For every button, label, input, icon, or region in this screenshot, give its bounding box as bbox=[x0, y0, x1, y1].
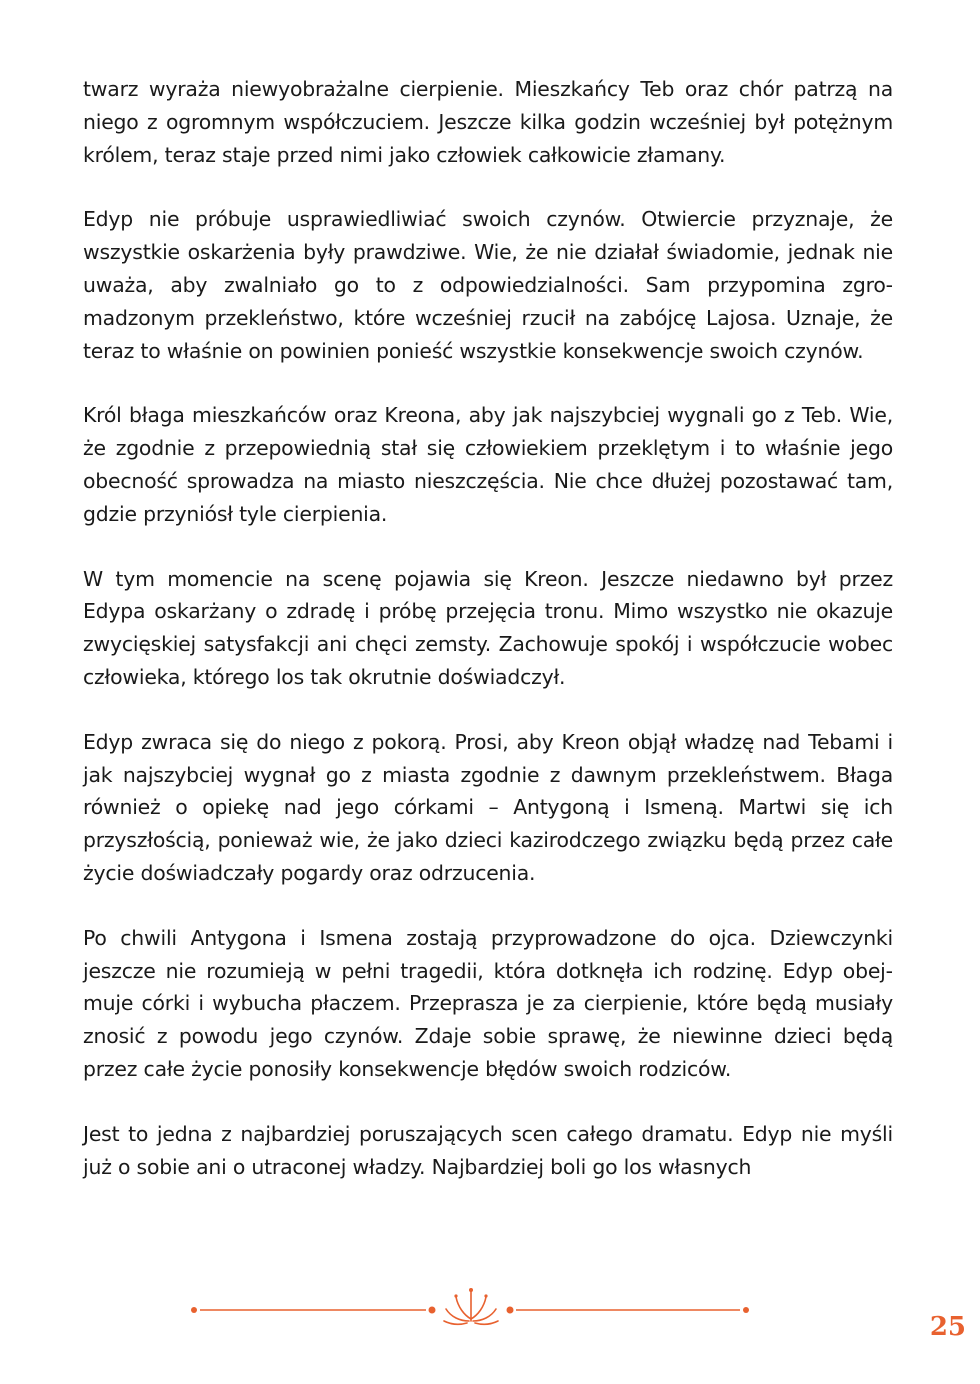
paragraph-1: twarz wyraża niewyobrażalne cierpienie. Mieszkańcy Teb oraz chór patrzą na niego z ogromnym współczuciem. Jeszcze kilka godzin wcześniej był potężnym królem, teraz staje przed nimi jako człowiek całkowicie złamany. bbox=[83, 77, 893, 167]
paragraph-3: Król błaga mieszkańców oraz Kreona, aby jak najszybciej wygnali go z Teb. Wie, że zgodnie z przepowiednią stał się człowiekiem przeklętym i to właśnie jego obecność sprowadza na miasto nieszczęścia. Nie chce dłużej pozostawać tam, gdzie przyniósł tyle cierpienia. bbox=[83, 403, 893, 526]
page-body bbox=[83, 73, 893, 1215]
paragraph-2: Edyp nie próbuje usprawiedliwiać swoich czynów. Otwiercie przyznaje, że wszystkie oskarżenia były prawdziwe. Wie, że nie działał świadomie, jednak nie uważa, aby zwalniało go to z odpowiedzialności. Sam przypomina zgromadzonym przekleństwo, które wcześniej rzucił na zabójcę Lajosa. Uznaje, że teraz to właśnie on powinien ponieść wszystkie konsekwencje swoich czynów. bbox=[83, 207, 893, 363]
paragraph-5: Edyp zwraca się do niego z pokorą. Prosi, aby Kreon objął władzę nad Tebami i jak najszybciej wygnał go z miasta zgodnie z dawnym przekleństwem. Błaga również o opiekę nad jego córkami – Antygoną i Ismeną. Martwi się ich przyszłością, ponieważ wie, że jako dzieci kazirodczego związku będą przez całe życie doświadczały pogardy oraz odrzucenia. bbox=[83, 729, 893, 885]
paragraph-4: W tym momencie na scenę pojawia się Kreon. Jeszcze niedawno był przez Edypa oskarżany o zdradę i próbę przejęcia tronu. Mimo wszystko nie okazuje zwycięskiej satysfakcji ani chęci zemsty. Zachowuje spokój i współczucie wobec człowieka, którego los tak okrutnie doświadczył. bbox=[83, 566, 893, 689]
paragraph-7: Jest to jedna z najbardziej poruszających scen całego dramatu. Edyp nie myśli już o sobie ani o utraconej władzy. Najbardziej boli go los własnych bbox=[83, 1121, 893, 1179]
footer-ornament bbox=[180, 1285, 760, 1335]
page-number: 25 bbox=[929, 1312, 966, 1342]
paragraph-6: Po chwili Antygona i Ismena zostają przyprowadzone do ojca. Dziewczynki jeszcze nie rozumieją w pełni tragedii, która dotknęła ich rodzinę. Edyp obejmuje córki i wybucha płaczem. Przeprasza je za cierpienie, które będą musiały znosić z powodu jego czynów. Zdaje sobie sprawę, że niewinne dzieci będą przez całe życie ponosiły konsekwencje błędów swoich rodziców. bbox=[83, 925, 893, 1081]
